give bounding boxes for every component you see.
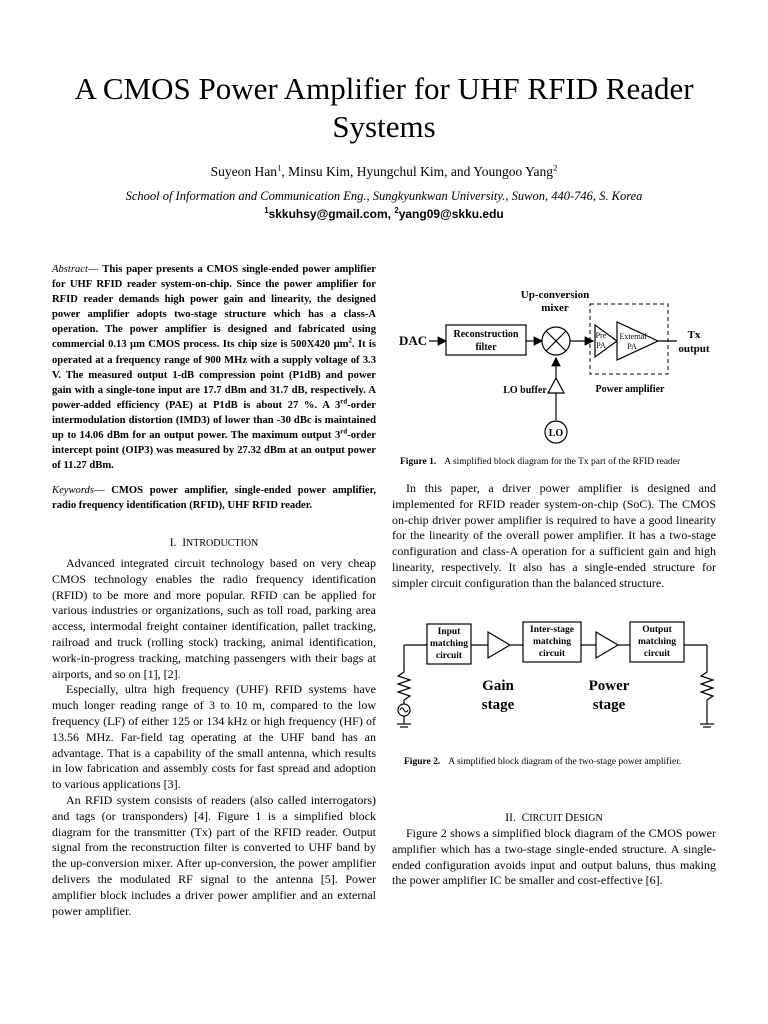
section-heading-circuit-design: II. CIRCUIT DESIGN [505,812,603,824]
power-amplifier-label: Power amplifier [595,384,665,395]
power-stage-triangle [596,632,618,658]
mixer-label-2: mixer [541,302,569,314]
svg-text:Output: Output [642,625,672,635]
intro-paragraph-1: Advanced integrated circuit technology based on very cheap CMOS technology enables the radio frequency identification (RFID) to be more and more popular. RFID can be applied for various industries or organizations, such as toll road, parking area access, intermodal freight container identification, pallet tracking, railroad and truck (rolling stock) tracking, animal identification, work-in-progress tracking, matching passengers with their bags at airports, and so on [1], [2]. [52,556,376,681]
power-stage-label-2: stage [592,697,626,713]
svg-text:circuit: circuit [435,651,463,661]
tx-output-label-1: Tx [687,329,701,341]
author-name: Hyungchul Kim [356,164,445,179]
gain-stage-triangle [488,632,510,658]
intro-paragraph-3: An RFID system consists of readers (also called interrogators) and tags (or transponders) [4]. Figure 1 is a simplified block diagram for the transmitter (Tx) part of the RFID reader. Output signal from the reconstruction filter is converted to UHF band by the up-conversion mixer. After up-conversion, the power amplifier delivers the modulated RF signal to the antenna [5]. Power amplifier block includes a driver power amplifier and an external power amplifier. [52,792,376,918]
keywords-body: CMOS power amplifier, single-ended power amplifier, radio frequency identification (RFID), UHF RFID reader. [52,485,376,512]
figure-1-caption: Figure 1. A simplified block diagram for the Tx part of the RFID reader [400,457,681,467]
svg-text:filter: filter [475,342,497,353]
svg-text:matching: matching [638,637,676,647]
power-stage-label-1: Power [588,678,630,694]
right-column-text-2: Figure 2 shows a simplified block diagram of the CMOS power amplifier which has a two-stage single-ended structure. A single-ended configuration avoids input and output baluns, thus making the power amplifier IC be smaller and cost-effective [6]. [392,826,716,888]
svg-text:circuit: circuit [538,649,566,659]
email-address: yang09@skku.edu [398,207,504,221]
external-pa-triangle [617,322,658,360]
lo-buffer-label: LO buffer [503,385,547,396]
svg-text:Inter-stage: Inter-stage [530,625,574,635]
author-name: Suyeon Han [210,164,278,179]
mixer-label-1: Up-conversion [520,289,590,301]
abstract-label: Abstract [52,264,88,275]
abstract: Abstract— This paper presents a CMOS single-ended power amplifier for UHF RFID reader system-on-chip. Since the power amplifier for RFID reader demands high power gain and linearity, the designed power amplifier adopts two-stage structure which has a class-A operation. The power amplifier is designed and fabricated using commercial 0.13 µm CMOS process. Its chip size is 500X420 µm$^2$. It is operated at a frequency range of 900 MHz with a supply voltage of 3.3 V. The measured output 1-dB compression point (P1dB) and power gain with a single-tone input are 17.7 dBm and 31.7 dB, respectively. A power-added efficiency (PAE) at P1dB is about 27 %. A 3rd-order intermodulation distortion (IMD3) of lower than -30 dBc is maintained up to 14.06 dBm for an output power. The maximum output 3rd-order intercept point (OIP3) was measured by 27.32 dBm at an output power of 11.27 dBm. [52,264,377,472]
affiliation: School of Information and Communication Eng., Sungkyunkwan University., Suwon, 440-746, S. Korea [125,189,643,203]
right-column-text-1: In this paper, a driver power amplifier is designed and implemented for RFID reader system-on-chip (SoC). The CMOS on-chip driver power amplifier is required to have a good linearity for the linearity of the overall power amplifier. It has a two-stage configuration and class-A operation for a sufficient gain and high linearity, respectively. It also has a single-ended structure for simpler circuit configuration than the balanced structure. [392,481,716,590]
gain-stage-label-2: stage [481,697,515,713]
gain-stage-label-1: Gain [482,678,514,694]
tx-output-label-2: output [678,343,710,355]
lo-buffer-triangle [548,378,564,393]
figure-2-diagram [392,612,722,752]
svg-text:External: External [619,332,647,341]
author-name: Minsu Kim [288,164,351,179]
svg-text:Reconstruction: Reconstruction [453,329,519,340]
abstract-body: This paper presents a CMOS single-ended power amplifier for UHF RFID reader system-on-chip. Since the power amplifier for RFID reader demands high power gain and linearity, the designed power amplifier adopts two-stage structure which has a class-A operation. The power amplifier is designed and fabricated using commercial 0.13 µm CMOS process. Its chip size is 500X420 µm$^2$. It is operated at a frequency range of 900 MHz with a supply voltage of 3.3 V. The measured output 1-dB compression point (P1dB) and power gain with a single-tone input are 17.7 dBm and 31.7 dB, respectively. A power-added efficiency (PAE) at P1dB is about 27 %. A 3rd-order intermodulation distortion (IMD3) of lower than -30 dBc is maintained up to 14.06 dBm for an output power. The maximum output 3rd-order intercept point (OIP3) was measured by 27.32 dBm at an output power of 11.27 dBm. [52,264,377,472]
email-list: $^1$skkuhsy@gmail.com, $^2$yang09@skku.edu [264,206,504,221]
intro-paragraph-2: Especially, ultra high frequency (UHF) RFID systems have much longer reading range of 3 to 10 m, compared to the low frequency (LF) of either 125 or 134 kHz or high frequency (HF) of 13.56 MHz. Far-field tag operating at the UHF band has an advantage. That is a capability of the small antenna, which results in low fabrication and assembly costs for fast spread and adoption to various applications [3]. [52,682,376,792]
author-list: Suyeon Han$^1$, Minsu Kim, Hyungchul Kim, and Youngoo Yang$^2$ [210,162,558,179]
svg-text:LO: LO [548,428,564,439]
svg-text:Input: Input [437,627,461,637]
svg-text:matching: matching [533,637,571,647]
dac-label: DAC [399,333,428,348]
author-name: Youngoo Yang [473,164,553,179]
section-heading-introduction: I. INTRODUCTION [169,537,259,549]
load-resistor [701,672,713,700]
svg-text:matching: matching [430,639,468,649]
source-resistor [398,672,410,700]
figure-1-diagram [392,280,722,450]
svg-text:Pre: Pre [595,331,607,340]
email-address: skkuhsy@gmail.com [268,207,388,221]
svg-text:PA: PA [596,341,606,350]
paper-title: A CMOS Power Amplifier for UHF RFID Reader Systems [74,71,694,144]
keywords-label: Keywords [52,485,94,496]
svg-text:circuit: circuit [643,649,671,659]
keywords: Keywords— CMOS power amplifier, single-ended power amplifier, radio frequency identification (RFID), UHF RFID reader. [52,485,376,512]
introduction-body [52,556,376,919]
svg-text:PA: PA [627,342,637,351]
figure-2-caption: Figure 2. A simplified block diagram of the two-stage power amplifier. [404,757,682,767]
